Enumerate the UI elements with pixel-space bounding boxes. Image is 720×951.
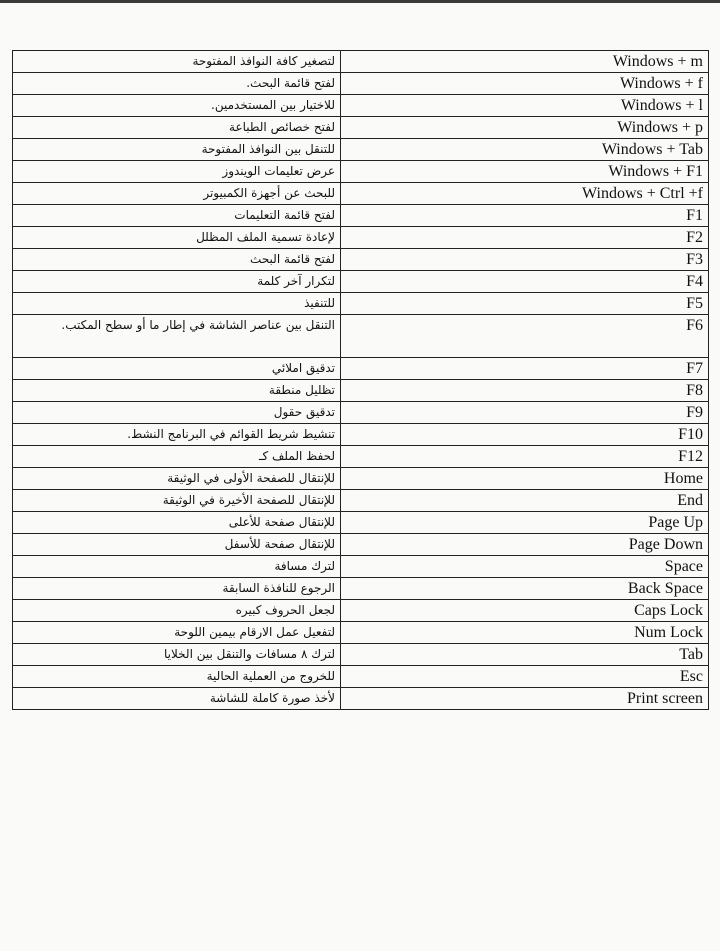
shortcut-key: Num Lock (341, 622, 709, 644)
shortcut-description: لتصغير كافة النوافذ المفتوحة (13, 51, 341, 73)
shortcut-description: للإنتقال للصفحة الأخيرة في الوثيقة (13, 490, 341, 512)
shortcut-key: Caps Lock (341, 600, 709, 622)
shortcut-description: التنقل بين عناصر الشاشة في إطار ما أو سطح المكتب. (13, 315, 341, 358)
shortcut-description: لحفظ الملف كـ (13, 446, 341, 468)
shortcut-key: Windows + m (341, 51, 709, 73)
shortcut-key: Home (341, 468, 709, 490)
table-row (13, 644, 709, 666)
shortcut-key: Windows + Ctrl +f (341, 183, 709, 205)
table-row (13, 227, 709, 249)
table-row (13, 380, 709, 402)
table-row (13, 534, 709, 556)
shortcut-key: F12 (341, 446, 709, 468)
shortcut-description: لتفعيل عمل الارقام بيمين اللوحة (13, 622, 341, 644)
shortcuts-table-body (13, 51, 709, 710)
shortcut-key: Space (341, 556, 709, 578)
table-row (13, 95, 709, 117)
shortcut-description: الرجوع للنافذة السابقة (13, 578, 341, 600)
table-row (13, 117, 709, 139)
table-row (13, 556, 709, 578)
table-row (13, 578, 709, 600)
shortcut-description: للخروج من العملية الحالية (13, 666, 341, 688)
shortcut-description: لفتح خصائص الطباعة (13, 117, 341, 139)
shortcut-description: للاختيار بين المستخدمين. (13, 95, 341, 117)
shortcuts-table (12, 50, 709, 710)
shortcut-key: Esc (341, 666, 709, 688)
table-row (13, 666, 709, 688)
table-row (13, 205, 709, 227)
shortcut-description: تدقيق حقول (13, 402, 341, 424)
shortcut-description: لفتح قائمة البحث (13, 249, 341, 271)
table-row (13, 139, 709, 161)
shortcut-key: Page Up (341, 512, 709, 534)
shortcut-key: F2 (341, 227, 709, 249)
table-row (13, 600, 709, 622)
shortcut-key: End (341, 490, 709, 512)
table-row (13, 73, 709, 95)
table-row (13, 468, 709, 490)
shortcut-description: تدقيق املائي (13, 358, 341, 380)
table-row (13, 688, 709, 710)
shortcut-key: Page Down (341, 534, 709, 556)
shortcut-description: للإنتقال للصفحة الأولى في الوثيقة (13, 468, 341, 490)
shortcut-description: لفتح قائمة البحث. (13, 73, 341, 95)
shortcut-description: لأخذ صورة كاملة للشاشة (13, 688, 341, 710)
shortcut-description: للبحث عن أجهزة الكمبيوتر (13, 183, 341, 205)
shortcut-key: F1 (341, 205, 709, 227)
shortcut-key: F5 (341, 293, 709, 315)
shortcut-key: Print screen (341, 688, 709, 710)
shortcut-description: للإنتقال صفحة للأعلى (13, 512, 341, 534)
shortcut-key: Back Space (341, 578, 709, 600)
shortcut-description: لترك مسافة (13, 556, 341, 578)
shortcut-key: F6 (341, 315, 709, 358)
shortcut-description: لترك ٨ مسافات والتنقل بين الخلايا (13, 644, 341, 666)
shortcut-key: F7 (341, 358, 709, 380)
shortcut-description: لتكرار آخر كلمة (13, 271, 341, 293)
shortcut-description: لإعادة تسمية الملف المظلل (13, 227, 341, 249)
table-row (13, 271, 709, 293)
shortcut-description: عرض تعليمات الويندوز (13, 161, 341, 183)
table-row (13, 490, 709, 512)
shortcut-description: للتنقل بين النوافذ المفتوحة (13, 139, 341, 161)
shortcut-key: Windows + F1 (341, 161, 709, 183)
shortcut-key: F8 (341, 380, 709, 402)
table-row (13, 512, 709, 534)
table-row (13, 622, 709, 644)
shortcut-key: F4 (341, 271, 709, 293)
shortcut-description: للتنفيذ (13, 293, 341, 315)
shortcut-description: تنشيط شريط القوائم في البرنامج النشط. (13, 424, 341, 446)
table-row (13, 161, 709, 183)
table-row (13, 424, 709, 446)
table-row (13, 293, 709, 315)
table-row (13, 358, 709, 380)
table-row (13, 183, 709, 205)
shortcut-key: Windows + p (341, 117, 709, 139)
table-row (13, 446, 709, 468)
table-row (13, 249, 709, 271)
shortcut-description: لفتح قائمة التعليمات (13, 205, 341, 227)
table-row (13, 315, 709, 358)
table-row (13, 51, 709, 73)
shortcut-key: Windows + f (341, 73, 709, 95)
shortcut-description: تظليل منطقة (13, 380, 341, 402)
table-row (13, 402, 709, 424)
shortcut-key: Windows + Tab (341, 139, 709, 161)
shortcut-key: Windows + l (341, 95, 709, 117)
shortcut-description: للإنتقال صفحة للأسفل (13, 534, 341, 556)
shortcut-key: F9 (341, 402, 709, 424)
shortcut-key: Tab (341, 644, 709, 666)
shortcut-key: F10 (341, 424, 709, 446)
shortcut-description: لجعل الحروف كبيره (13, 600, 341, 622)
shortcut-key: F3 (341, 249, 709, 271)
